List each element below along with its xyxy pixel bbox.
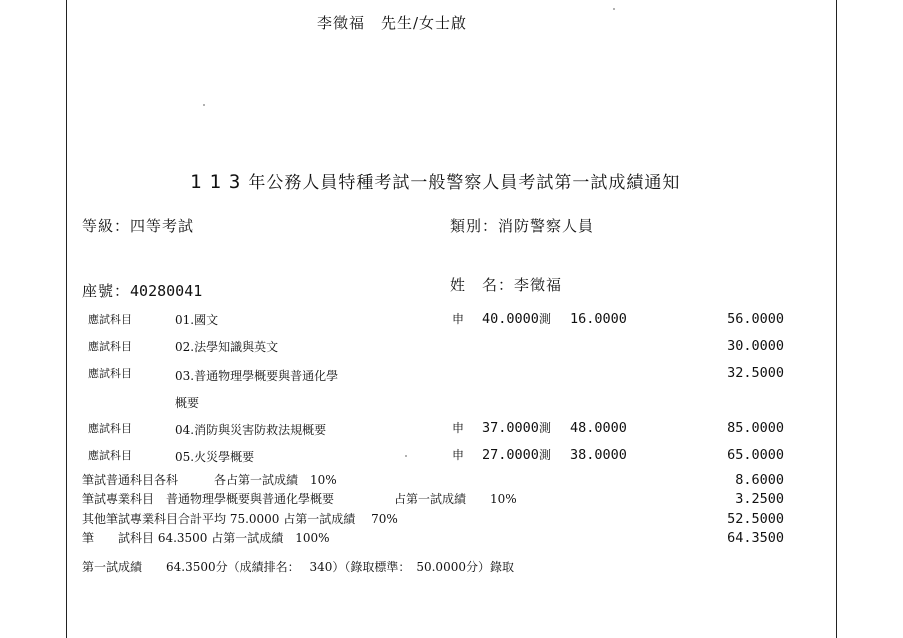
category-label: 類別：: [450, 217, 499, 235]
category-value: 消防警察人員: [498, 217, 595, 235]
result-line: 第一試成績 64.3500分（成績排名： 340）（錄取標準： 50.0000分）錄取: [82, 560, 514, 574]
subject-total: 65.0000: [727, 447, 784, 463]
scan-speck: [613, 8, 615, 10]
subject-name: 02.法學知識與英文: [175, 340, 279, 354]
subject-score-a: 27.0000: [482, 447, 539, 463]
subject-ce-mark: 測: [539, 312, 552, 326]
summary-line: 其他筆試專業科目合計平均 75.0000 占第一試成績 70%: [82, 512, 398, 526]
subject-total: 32.5000: [727, 365, 784, 381]
grade-field: [82, 219, 194, 234]
page-border-right: [836, 0, 837, 638]
subject-ce-mark: 測: [539, 421, 552, 435]
subject-name: 05.火災學概要: [175, 450, 255, 464]
name-label: 姓 名：: [450, 276, 515, 294]
subject-total: 30.0000: [727, 338, 784, 354]
subject-score-b: 38.0000: [570, 447, 627, 463]
subject-tag: 應試科目: [88, 367, 132, 380]
seat-field: [82, 284, 202, 299]
document-title: [190, 173, 680, 192]
seat-label: 座號：: [82, 282, 131, 300]
summary-value: 8.6000: [735, 472, 784, 488]
subject-name: 概要: [175, 396, 200, 410]
subject-score-b: 16.0000: [570, 311, 627, 327]
grade-label: 等級：: [82, 217, 131, 235]
grade-value: 四等考試: [130, 217, 195, 235]
subject-name: 01.國文: [175, 313, 219, 327]
subject-total: 56.0000: [727, 311, 784, 327]
subject-shen-mark: 申: [452, 448, 465, 462]
subject-tag: 應試科目: [88, 422, 132, 435]
addressee-line: 李徵福 先生/女士啟: [317, 14, 468, 32]
summary-value: 52.5000: [727, 511, 784, 527]
summary-line: 筆 試科目 64.3500 占第一試成績 100%: [82, 531, 330, 545]
subject-total: 85.0000: [727, 420, 784, 436]
page-border-left: [66, 0, 67, 638]
summary-line: 筆試普通科目各科 各占第一試成績 10%: [82, 473, 337, 487]
subject-score-a: 40.0000: [482, 311, 539, 327]
subject-score-a: 37.0000: [482, 420, 539, 436]
subject-score-b: 48.0000: [570, 420, 627, 436]
summary-line: 筆試專業科目 普通物理學概要與普通化學概要 占第一試成績 10%: [82, 492, 517, 506]
subject-tag: 應試科目: [88, 313, 132, 326]
scan-speck: [203, 104, 205, 106]
subject-tag: 應試科目: [88, 449, 132, 462]
scan-speck: [405, 455, 407, 457]
title-year: 113: [190, 171, 249, 193]
name-value: 李徵福: [514, 276, 563, 294]
subject-shen-mark: 申: [452, 421, 465, 435]
summary-value: 3.2500: [735, 491, 784, 507]
category-field: [450, 219, 594, 234]
subject-ce-mark: 測: [539, 448, 552, 462]
subject-tag: 應試科目: [88, 340, 132, 353]
summary-value: 64.3500: [727, 530, 784, 546]
title-text: 年公務人員特種考試一般警察人員考試第一試成績通知: [248, 173, 681, 193]
subject-name: 03.普通物理學概要與普通化學: [175, 369, 339, 383]
name-field: [450, 278, 562, 293]
seat-value: 40280041: [130, 282, 203, 300]
subject-name: 04.消防與災害防救法規概要: [175, 423, 327, 437]
subject-shen-mark: 申: [452, 312, 465, 326]
